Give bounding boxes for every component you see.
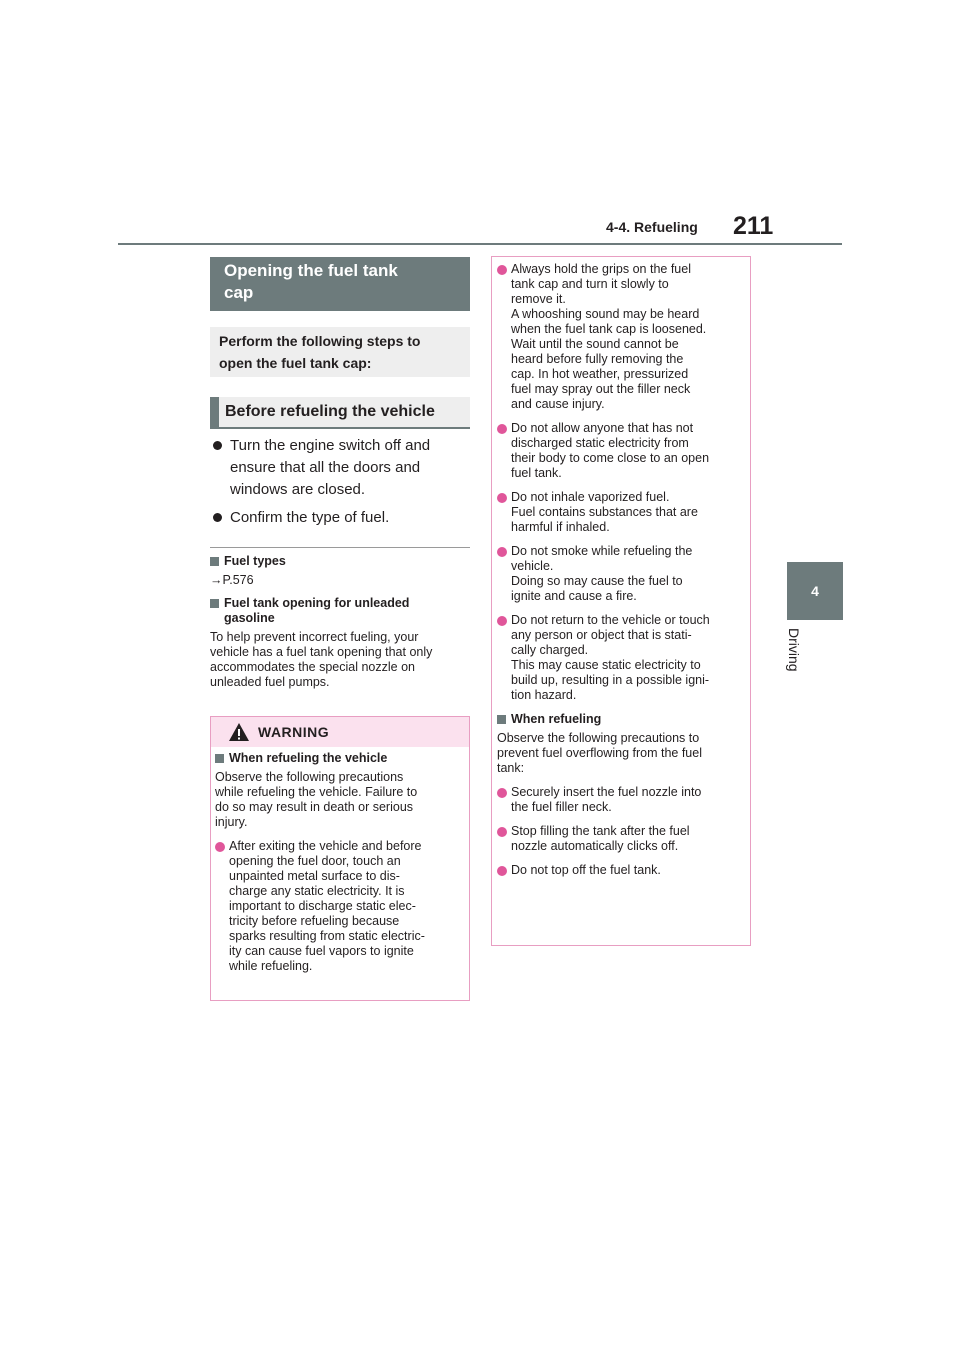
page-reference-link[interactable]: →P.576: [210, 573, 254, 587]
chapter-tab: [787, 562, 843, 620]
note-heading: Fuel tank opening for unleaded gasoline: [210, 596, 472, 626]
bullet-icon: [497, 788, 507, 798]
section-label: 4-4. Refueling: [606, 219, 698, 235]
square-bullet-icon: [497, 715, 506, 724]
warning-triangle-icon: [228, 722, 250, 742]
warning-label: WARNING: [258, 724, 330, 740]
warning-heading: When refueling: [497, 712, 747, 727]
list-item: Securely insert the fuel nozzle into the fuel filler neck.: [497, 785, 747, 815]
bullet-icon: [497, 265, 507, 275]
header-rule: [118, 243, 842, 245]
list-item: Do not smoke while refueling the vehicle. Doing so may cause the fuel to ignite and cause a fire.: [497, 544, 747, 604]
list-item: Do not return to the vehicle or touch any person or object that is stati- cally charged. This may cause static electricity to build up, resulting in a possible igni- tion hazard.: [497, 613, 747, 703]
list-item: [212, 435, 472, 501]
list-item: Do not inhale vaporized fuel. Fuel contains substances that are harmful if inhaled.: [497, 490, 747, 535]
divider: [210, 547, 470, 548]
list-item: [212, 507, 472, 529]
warning-heading: When refueling the vehicle: [215, 751, 465, 766]
bullet-icon: [213, 441, 222, 450]
square-bullet-icon: [215, 754, 224, 763]
note-text: [210, 573, 472, 588]
bullet-icon: [213, 513, 222, 522]
section-title: [210, 257, 470, 311]
list-item: Always hold the grips on the fuel tank cap and turn it slowly to remove it. A whooshing sound may be heard when the fuel tank cap is loosened. Wait until the sound cannot be heard before fully removing the cap. In hot weather, pressurized fuel may spray out the filler neck and cause injury.: [497, 262, 747, 412]
chapter-number: 4: [811, 583, 819, 599]
bullet-line: windows are closed.: [230, 481, 366, 498]
note-text: To help prevent incorrect fueling, your vehicle has a fuel tank opening that only accommodates the special nozzle on unleaded fuel pumps.: [210, 630, 433, 689]
warning-intro: Observe the following precautions to prevent fuel overflowing from the fuel tank:: [497, 731, 702, 775]
bullet-icon: [497, 827, 507, 837]
bullet-icon: [497, 616, 507, 626]
title-line: cap: [224, 283, 254, 302]
intro-box: [210, 327, 470, 377]
list-item: Stop filling the tank after the fuel nozzle automatically clicks off.: [497, 824, 747, 854]
bullet-icon: [215, 842, 225, 852]
intro-line: open the fuel tank cap:: [219, 355, 372, 371]
intro-line: Perform the following steps to: [219, 333, 421, 349]
bullet-line: ensure that all the doors and: [230, 459, 421, 476]
list-item: Do not allow anyone that has not discharged static electricity from their body to come close to an open fuel tank.: [497, 421, 747, 481]
list-item: Do not top off the fuel tank.: [497, 863, 747, 878]
bullet-icon: [497, 493, 507, 503]
chapter-name: [780, 628, 810, 688]
square-bullet-icon: [210, 557, 219, 566]
warning-body: [215, 751, 465, 983]
bullet-line: Confirm the type of fuel.: [230, 509, 390, 526]
bullet-icon: [497, 424, 507, 434]
bullet-list: [212, 435, 472, 535]
bullet-icon: [497, 866, 507, 876]
bullet-icon: [497, 547, 507, 557]
notes: [210, 552, 472, 698]
square-bullet-icon: [210, 599, 219, 608]
chapter-name-label: Driving: [786, 628, 802, 672]
title-line: Opening the fuel tank: [224, 261, 398, 280]
note-heading: Fuel types: [210, 554, 472, 569]
warning-intro: Observe the following precautions while refueling the vehicle. Failure to do so may result in death or serious injury.: [215, 770, 418, 829]
warning-continued-body: [497, 262, 747, 887]
page-number: 211: [733, 212, 774, 240]
subheading: Before refueling the vehicle: [210, 397, 470, 429]
list-item: After exiting the vehicle and before opening the fuel door, touch an unpainted metal surface to dis- charge any static electricity. It is important to discharge static elec- tricity before refueling because sparks resulting from static electric- ity can cause fuel vapors to ignite while refueling.: [215, 839, 465, 974]
bullet-line: Turn the engine switch off and: [230, 437, 431, 454]
